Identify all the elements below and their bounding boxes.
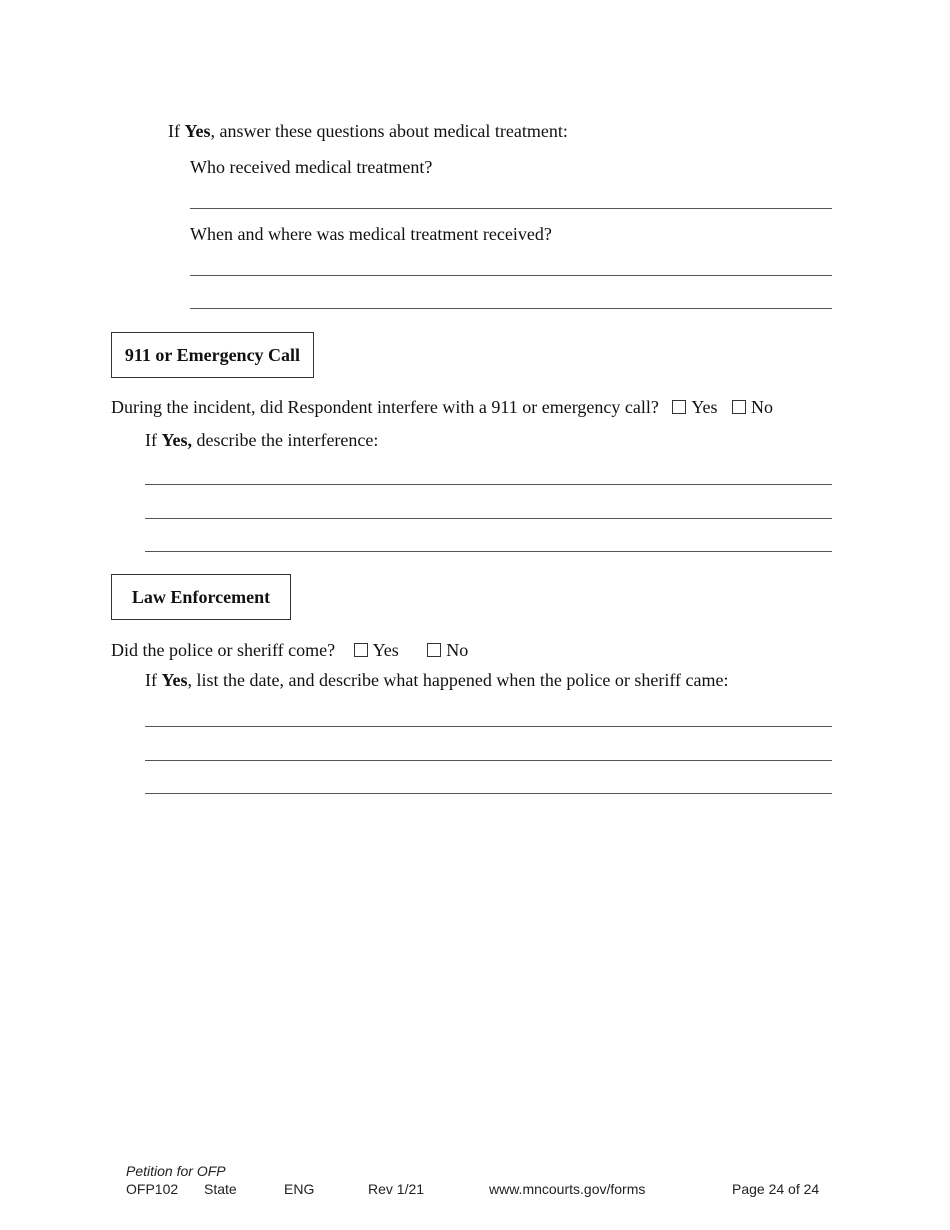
medical-question-who: Who received medical treatment? — [190, 157, 433, 177]
law-yes-option[interactable]: Yes — [354, 640, 399, 661]
footer-title: Petition for OFP — [126, 1163, 226, 1179]
medical-when-answer-line-1[interactable] — [190, 275, 832, 276]
emergency-answer-line-3[interactable] — [145, 551, 832, 552]
law-section-heading: Law Enforcement — [111, 574, 291, 620]
emergency-followup: If Yes, describe the interference: — [145, 430, 379, 450]
law-answer-line-2[interactable] — [145, 760, 832, 761]
emergency-answer-line-2[interactable] — [145, 518, 832, 519]
law-no-checkbox[interactable] — [427, 643, 441, 657]
law-answer-line-1[interactable] — [145, 726, 832, 727]
law-answer-line-3[interactable] — [145, 793, 832, 794]
medical-who-answer-line[interactable] — [190, 208, 832, 209]
emergency-yes-checkbox[interactable] — [672, 400, 686, 414]
emergency-section-heading: 911 or Emergency Call — [111, 332, 314, 378]
medical-question-when-where: When and where was medical treatment received? — [190, 224, 552, 244]
law-followup: If Yes, list the date, and describe what happened when the police or sheriff came: — [145, 670, 729, 690]
emergency-no-checkbox[interactable] — [732, 400, 746, 414]
emergency-no-option[interactable]: No — [732, 397, 773, 418]
law-question: Did the police or sheriff come? — [111, 640, 336, 660]
emergency-question: During the incident, did Respondent interfere with a 911 or emergency call? — [111, 397, 659, 417]
medical-intro: If Yes, answer these questions about medical treatment: — [168, 121, 568, 141]
law-question-row — [111, 640, 468, 661]
footer-form-id: OFP102 — [126, 1181, 179, 1197]
footer-website: www.mncourts.gov/forms — [489, 1181, 646, 1197]
footer-jurisdiction: State — [204, 1181, 237, 1197]
emergency-question-row — [111, 397, 773, 418]
law-no-option[interactable]: No — [427, 640, 468, 661]
medical-when-answer-line-2[interactable] — [190, 308, 832, 309]
footer-language: ENG — [284, 1181, 315, 1197]
footer-revision: Rev 1/21 — [368, 1181, 425, 1197]
emergency-answer-line-1[interactable] — [145, 484, 832, 485]
footer-page-number: Page 24 of 24 — [732, 1181, 820, 1197]
emergency-yes-option[interactable]: Yes — [672, 397, 717, 418]
law-yes-checkbox[interactable] — [354, 643, 368, 657]
